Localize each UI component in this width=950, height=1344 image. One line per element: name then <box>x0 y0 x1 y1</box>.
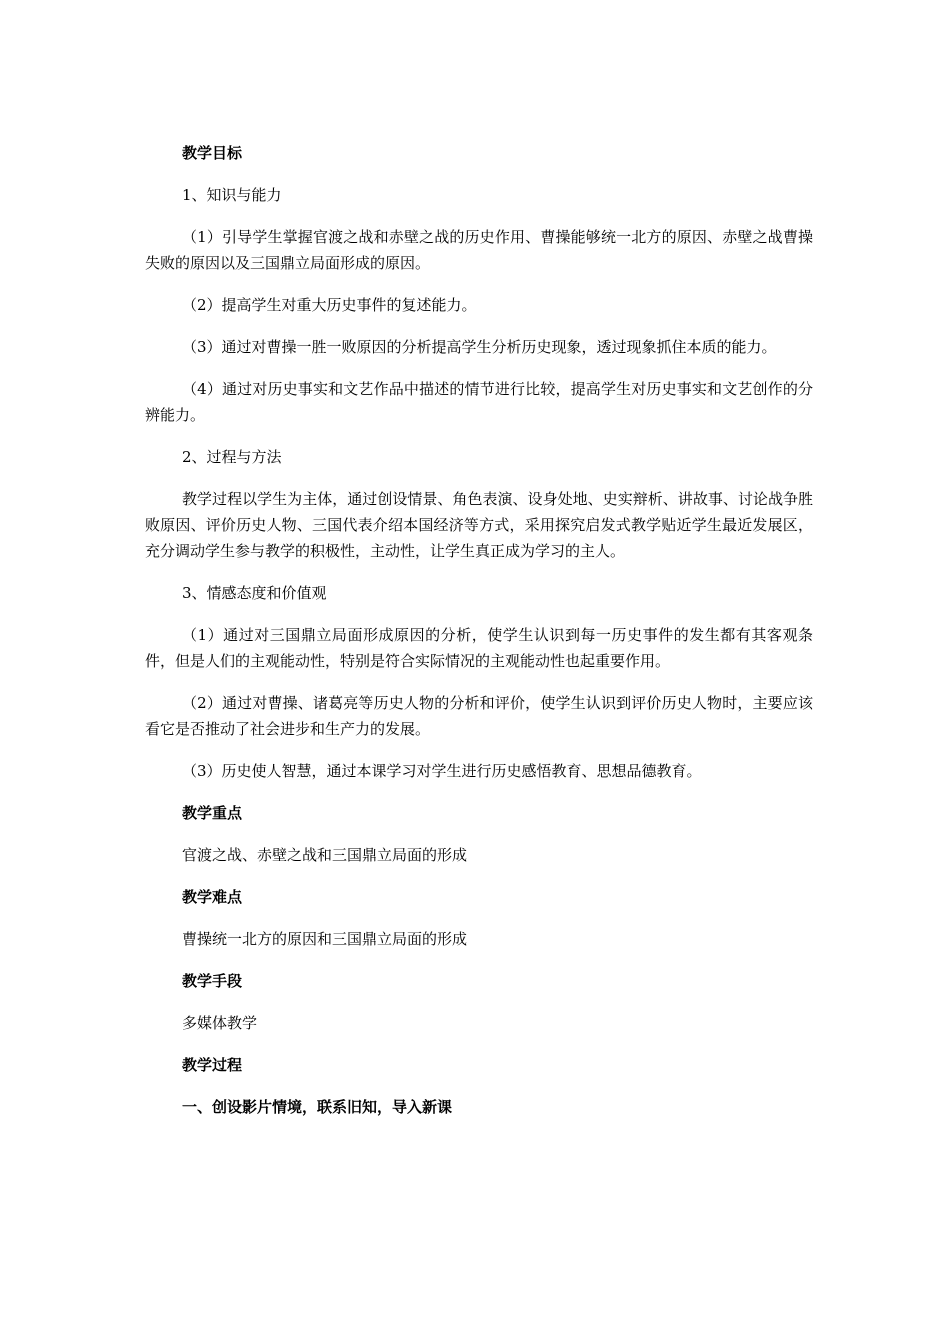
key-points-heading: 教学重点 <box>182 804 243 822</box>
s3-item-2: （2）通过对曹操、诸葛亮等历史人物的分析和评价，使学生认识到评价历史人物时，主要应该看它是否推动了社会进步和生产力的发展。 <box>145 694 813 738</box>
s1-item-1: （1）引导学生掌握官渡之战和赤壁之战的历史作用、曹操能够统一北方的原因、赤壁之战曹操失败的原因以及三国鼎立局面形成的原因。 <box>145 228 813 272</box>
s3-item-1: （1）通过对三国鼎立局面形成原因的分析，使学生认识到每一历史事件的发生都有其客观条件，但是人们的主观能动性，特别是符合实际情况的主观能动性也起重要作用。 <box>145 626 813 670</box>
document-page <box>145 140 813 1136</box>
means-heading: 教学手段 <box>182 972 243 990</box>
section2-heading: 2、过程与方法 <box>182 448 282 466</box>
difficulties-text: 曹操统一北方的原因和三国鼎立局面的形成 <box>182 930 468 948</box>
key-points-text: 官渡之战、赤壁之战和三国鼎立局面的形成 <box>182 846 468 864</box>
means-text: 多媒体教学 <box>182 1014 258 1032</box>
process-heading: 教学过程 <box>182 1056 243 1074</box>
s1-item-2: （2）提高学生对重大历史事件的复述能力。 <box>182 296 477 314</box>
process-step-1: 一、创设影片情境，联系旧知，导入新课 <box>182 1098 453 1116</box>
s2-paragraph: 教学过程以学生为主体，通过创设情景、角色表演、设身处地、史实辩析、讲故事、讨论战争胜败原因、评价历史人物、三国代表介绍本国经济等方式，采用探究启发式教学贴近学生最近发展区，充分调动学生参与教学的积极性，主动性，让学生真正成为学习的主人。 <box>145 490 813 560</box>
objectives-heading: 教学目标 <box>182 144 243 162</box>
s1-item-3: （3）通过对曹操一胜一败原因的分析提高学生分析历史现象，透过现象抓住本质的能力。 <box>182 338 777 356</box>
difficulties-heading: 教学难点 <box>182 888 243 906</box>
section3-heading: 3、情感态度和价值观 <box>182 584 327 602</box>
s1-item-4: （4）通过对历史事实和文艺作品中描述的情节进行比较，提高学生对历史事实和文艺创作的分辨能力。 <box>145 380 813 424</box>
s3-item-3: （3）历史使人智慧，通过本课学习对学生进行历史感悟教育、思想品德教育。 <box>182 762 702 780</box>
section1-heading: 1、知识与能力 <box>182 186 282 204</box>
